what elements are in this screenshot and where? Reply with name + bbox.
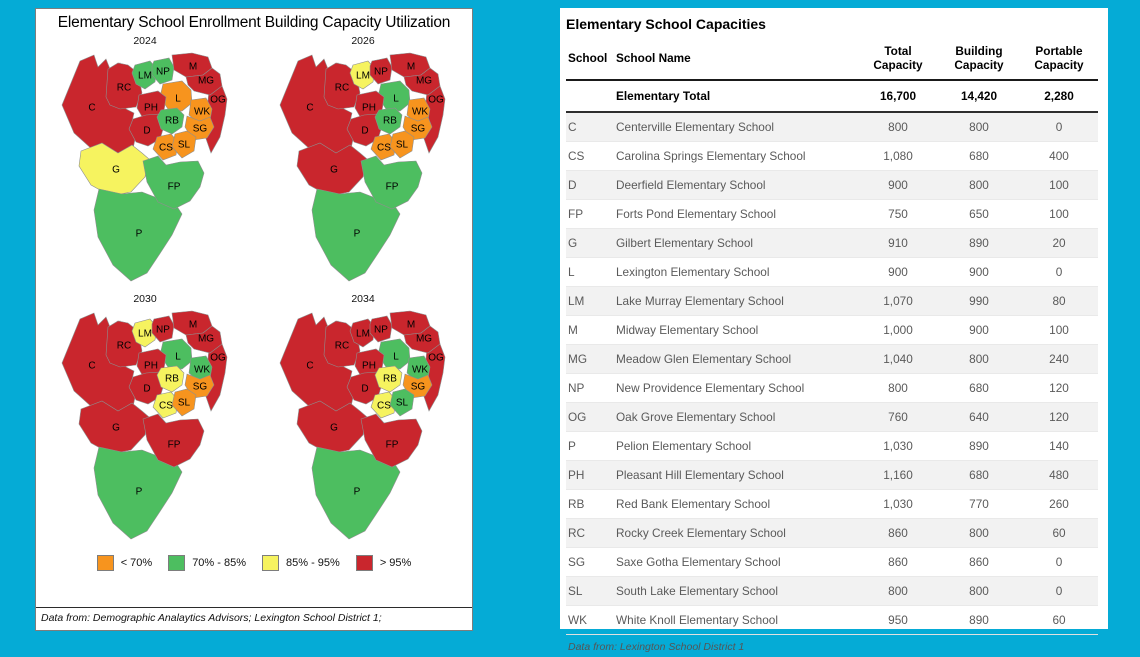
map-region-label-M: M xyxy=(406,319,416,331)
map-title: Elementary School Enrollment Building Capacity Utilization xyxy=(57,14,451,31)
building-capacity: 860 xyxy=(969,555,989,569)
building-capacity: 900 xyxy=(969,265,989,279)
map-cell-2030 xyxy=(36,291,254,549)
map-region-label-OG: OG xyxy=(428,94,444,106)
choropleth-map-2024 xyxy=(57,47,233,291)
table-row-P[interactable] xyxy=(566,432,1098,461)
school-name: Meadow Glen Elementary School xyxy=(616,352,792,366)
table-row-SL[interactable] xyxy=(566,577,1098,606)
map-region-label-RB: RB xyxy=(165,115,179,127)
table-row-MG[interactable] xyxy=(566,345,1098,374)
map-region-label-G: G xyxy=(112,164,120,176)
portable-capacity: 0 xyxy=(1055,584,1063,598)
total-capacity: 1,070 xyxy=(883,294,913,308)
total-capacity: 800 xyxy=(888,584,908,598)
map-region-label-M: M xyxy=(188,61,198,73)
map-year-label: 2026 xyxy=(351,35,375,47)
map-region-label-C: C xyxy=(306,360,314,372)
table-row-WK[interactable] xyxy=(566,606,1098,635)
building-capacity: 800 xyxy=(969,352,989,366)
map-region-label-SG: SG xyxy=(192,381,208,393)
total-capacity: 900 xyxy=(888,178,908,192)
map-region-label-RB: RB xyxy=(383,115,397,127)
legend-swatch-yellow xyxy=(262,555,279,571)
total-capacity: 900 xyxy=(888,265,908,279)
total-capacity: 860 xyxy=(888,555,908,569)
school-name: Carolina Springs Elementary School xyxy=(616,149,806,163)
legend-item-green xyxy=(168,555,246,571)
school-name: Forts Pond Elementary School xyxy=(616,207,776,221)
total-portable-value: 2,280 xyxy=(1020,80,1098,112)
map-region-label-D: D xyxy=(143,125,151,137)
map-region-label-SL: SL xyxy=(395,397,409,409)
legend-swatch-orange xyxy=(97,555,114,571)
map-region-label-LM: LM xyxy=(138,70,152,82)
map-region-label-OG: OG xyxy=(210,94,226,106)
map-region-label-LM: LM xyxy=(356,328,370,340)
total-capacity: 750 xyxy=(888,207,908,221)
map-region-label-WK: WK xyxy=(411,106,429,118)
school-code: D xyxy=(568,178,577,192)
table-source-note: Data from: Lexington School District 1 xyxy=(566,634,1098,657)
building-capacity: 890 xyxy=(969,439,989,453)
map-region-label-G: G xyxy=(112,422,120,434)
total-capacity: 800 xyxy=(888,120,908,134)
maps-grid xyxy=(36,33,472,549)
school-code: CS xyxy=(568,149,585,163)
building-capacity: 890 xyxy=(969,236,989,250)
school-code: M xyxy=(568,323,578,337)
table-row-C[interactable] xyxy=(566,112,1098,142)
map-region-label-L: L xyxy=(175,351,181,363)
map-cell-2034 xyxy=(254,291,472,549)
map-region-label-OG: OG xyxy=(210,352,226,364)
total-capacity-value: 16,700 xyxy=(858,80,938,112)
total-building-value: 14,420 xyxy=(938,80,1020,112)
map-region-label-CS: CS xyxy=(159,142,173,154)
map-region-label-RB: RB xyxy=(383,373,397,385)
table-header-row xyxy=(566,41,1098,80)
col-total-capacity: Total Capacity xyxy=(858,41,938,80)
map-region-label-M: M xyxy=(188,319,198,331)
table-row-L[interactable] xyxy=(566,258,1098,287)
legend-label: 70% - 85% xyxy=(192,557,246,569)
school-name: New Providence Elementary School xyxy=(616,381,805,395)
map-region-label-C: C xyxy=(88,360,96,372)
table-title: Elementary School Capacities xyxy=(566,16,766,32)
map-region-label-MG: MG xyxy=(415,75,433,87)
school-name: South Lake Elementary School xyxy=(616,584,778,598)
map-region-label-WK: WK xyxy=(193,106,211,118)
school-name: Pelion Elementary School xyxy=(616,439,752,453)
school-code: WK xyxy=(568,613,588,627)
portable-capacity: 100 xyxy=(1049,207,1069,221)
table-row-G[interactable] xyxy=(566,229,1098,258)
map-region-label-NP: NP xyxy=(374,324,388,336)
map-region-label-MG: MG xyxy=(197,75,215,87)
map-region-label-FP: FP xyxy=(385,439,399,451)
table-row-OG[interactable] xyxy=(566,403,1098,432)
total-capacity: 1,030 xyxy=(883,439,913,453)
school-name: Rocky Creek Elementary School xyxy=(616,526,786,540)
map-legend xyxy=(36,555,472,571)
map-region-label-FP: FP xyxy=(385,181,399,193)
map-source-note: Data from: Demographic Analaytics Advisors; Lexington School District 1; xyxy=(36,607,472,630)
map-region-label-SG: SG xyxy=(410,381,426,393)
map-region-label-FP: FP xyxy=(167,181,181,193)
table-row-D[interactable] xyxy=(566,171,1098,200)
map-region-label-NP: NP xyxy=(156,324,170,336)
building-capacity: 680 xyxy=(969,149,989,163)
map-region-label-C: C xyxy=(88,102,96,114)
building-capacity: 800 xyxy=(969,120,989,134)
school-name: Centerville Elementary School xyxy=(616,120,775,134)
col-building-capacity: Building Capacity xyxy=(938,41,1020,80)
total-capacity: 1,080 xyxy=(883,149,913,163)
map-region-label-SG: SG xyxy=(410,123,426,135)
total-capacity: 1,000 xyxy=(883,323,913,337)
building-capacity: 800 xyxy=(969,178,989,192)
legend-label: > 95% xyxy=(379,557,412,569)
portable-capacity: 140 xyxy=(1049,439,1069,453)
building-capacity: 680 xyxy=(969,381,989,395)
col-school: School xyxy=(566,41,614,80)
map-year-label: 2034 xyxy=(351,293,375,305)
map-region-label-LM: LM xyxy=(138,328,152,340)
portable-capacity: 240 xyxy=(1049,352,1069,366)
school-name: Gilbert Elementary School xyxy=(616,236,754,250)
map-region-label-L: L xyxy=(393,351,399,363)
map-cell-2024 xyxy=(36,33,254,291)
map-region-label-OG: OG xyxy=(428,352,444,364)
map-region-label-CS: CS xyxy=(377,142,391,154)
map-region-label-RC: RC xyxy=(334,82,350,94)
building-capacity: 990 xyxy=(969,294,989,308)
legend-item-yellow xyxy=(262,555,340,571)
choropleth-map-2030 xyxy=(57,305,233,549)
map-region-label-M: M xyxy=(406,61,416,73)
total-capacity: 760 xyxy=(888,410,908,424)
map-region-label-LM: LM xyxy=(356,70,370,82)
table-row-M[interactable] xyxy=(566,316,1098,345)
map-region-label-D: D xyxy=(361,383,369,395)
map-region-label-FP: FP xyxy=(167,439,181,451)
school-name: Lake Murray Elementary School xyxy=(616,294,784,308)
portable-capacity: 260 xyxy=(1049,497,1069,511)
map-year-label: 2024 xyxy=(133,35,157,47)
school-code: SL xyxy=(568,584,583,598)
map-region-label-WK: WK xyxy=(193,364,211,376)
school-code: L xyxy=(568,265,575,279)
school-code: FP xyxy=(568,207,584,221)
portable-capacity: 80 xyxy=(1052,294,1066,308)
map-region-label-NP: NP xyxy=(156,66,170,78)
map-region-label-RB: RB xyxy=(165,373,179,385)
school-code: SG xyxy=(568,555,586,569)
school-name: Saxe Gotha Elementary School xyxy=(616,555,781,569)
building-capacity: 890 xyxy=(969,613,989,627)
map-cell-2026 xyxy=(254,33,472,291)
map-region-label-PH: PH xyxy=(362,360,376,372)
table-row-NP[interactable] xyxy=(566,374,1098,403)
map-region-label-L: L xyxy=(393,93,399,105)
map-region-label-PH: PH xyxy=(362,102,376,114)
legend-swatch-green xyxy=(168,555,185,571)
table-row-FP[interactable] xyxy=(566,200,1098,229)
portable-capacity: 0 xyxy=(1055,265,1063,279)
map-region-label-NP: NP xyxy=(374,66,388,78)
portable-capacity: 400 xyxy=(1049,149,1069,163)
map-region-label-PH: PH xyxy=(144,360,158,372)
map-year-label: 2030 xyxy=(133,293,157,305)
table-row-RC[interactable] xyxy=(566,519,1098,548)
portable-capacity: 100 xyxy=(1049,323,1069,337)
choropleth-map-2026 xyxy=(275,47,451,291)
capacity-table-panel xyxy=(560,8,1108,653)
map-region-label-SL: SL xyxy=(177,397,191,409)
map-region-label-MG: MG xyxy=(197,333,215,345)
portable-capacity: 480 xyxy=(1049,468,1069,482)
map-region-label-G: G xyxy=(330,164,338,176)
portable-capacity: 0 xyxy=(1055,120,1063,134)
school-code: RB xyxy=(568,497,585,511)
map-region-label-P: P xyxy=(135,486,143,498)
portable-capacity: 0 xyxy=(1055,555,1063,569)
legend-swatch-red xyxy=(356,555,373,571)
school-code: MG xyxy=(568,352,588,366)
map-region-label-MG: MG xyxy=(415,333,433,345)
legend-item-red xyxy=(356,555,412,571)
map-region-label-RC: RC xyxy=(116,340,132,352)
school-name: Midway Elementary School xyxy=(616,323,759,337)
school-code: RC xyxy=(568,526,586,540)
col-school-name: School Name xyxy=(614,41,858,80)
map-region-label-P: P xyxy=(135,228,143,240)
map-region-label-RC: RC xyxy=(116,82,132,94)
building-capacity: 900 xyxy=(969,323,989,337)
building-capacity: 640 xyxy=(969,410,989,424)
school-code: OG xyxy=(568,410,587,424)
total-row xyxy=(566,80,1098,112)
map-region-label-RC: RC xyxy=(334,340,350,352)
map-region-label-C: C xyxy=(306,102,314,114)
school-code: P xyxy=(568,439,576,453)
map-region-label-G: G xyxy=(330,422,338,434)
school-code: NP xyxy=(568,381,585,395)
table-row-RB[interactable] xyxy=(566,490,1098,519)
capacity-map-panel xyxy=(35,8,473,631)
map-region-label-SG: SG xyxy=(192,123,208,135)
map-region-label-D: D xyxy=(361,125,369,137)
table-rows xyxy=(566,112,1098,634)
school-code: LM xyxy=(568,294,585,308)
total-row-label: Elementary Total xyxy=(614,80,858,112)
map-region-label-D: D xyxy=(143,383,151,395)
portable-capacity: 60 xyxy=(1052,526,1066,540)
school-code: C xyxy=(568,120,577,134)
table-row-CS[interactable] xyxy=(566,142,1098,171)
legend-label: < 70% xyxy=(120,557,153,569)
total-capacity: 910 xyxy=(888,236,908,250)
building-capacity: 680 xyxy=(969,468,989,482)
map-region-label-CS: CS xyxy=(159,400,173,412)
table-row-PH[interactable] xyxy=(566,461,1098,490)
school-name: Red Bank Elementary School xyxy=(616,497,771,511)
map-region-label-PH: PH xyxy=(144,102,158,114)
building-capacity: 650 xyxy=(969,207,989,221)
portable-capacity: 20 xyxy=(1052,236,1066,250)
table-row-LM[interactable] xyxy=(566,287,1098,316)
school-code: PH xyxy=(568,468,585,482)
map-region-label-P: P xyxy=(353,486,361,498)
school-name: Lexington Elementary School xyxy=(616,265,770,279)
map-region-label-WK: WK xyxy=(411,364,429,376)
building-capacity: 770 xyxy=(969,497,989,511)
legend-item-orange xyxy=(97,555,153,571)
map-region-label-CS: CS xyxy=(377,400,391,412)
school-code: G xyxy=(568,236,578,250)
portable-capacity: 120 xyxy=(1049,410,1069,424)
total-row-blank xyxy=(566,80,614,112)
portable-capacity: 120 xyxy=(1049,381,1069,395)
portable-capacity: 100 xyxy=(1049,178,1069,192)
total-capacity: 860 xyxy=(888,526,908,540)
map-region-label-P: P xyxy=(353,228,361,240)
total-capacity: 1,030 xyxy=(883,497,913,511)
map-region-label-SL: SL xyxy=(177,139,191,151)
capacity-table xyxy=(566,41,1098,634)
legend-label: 85% - 95% xyxy=(286,557,340,569)
total-capacity: 800 xyxy=(888,381,908,395)
map-region-label-SL: SL xyxy=(395,139,409,151)
school-name: Deerfield Elementary School xyxy=(616,178,766,192)
choropleth-map-2034 xyxy=(275,305,451,549)
map-region-label-L: L xyxy=(175,93,181,105)
total-capacity: 1,160 xyxy=(883,468,913,482)
total-capacity: 1,040 xyxy=(883,352,913,366)
school-name: White Knoll Elementary School xyxy=(616,613,778,627)
school-name: Oak Grove Elementary School xyxy=(616,410,776,424)
school-name: Pleasant Hill Elementary School xyxy=(616,468,784,482)
building-capacity: 800 xyxy=(969,526,989,540)
total-capacity: 950 xyxy=(888,613,908,627)
col-portable-capacity: Portable Capacity xyxy=(1020,41,1098,80)
portable-capacity: 60 xyxy=(1052,613,1066,627)
table-row-SG[interactable] xyxy=(566,548,1098,577)
building-capacity: 800 xyxy=(969,584,989,598)
